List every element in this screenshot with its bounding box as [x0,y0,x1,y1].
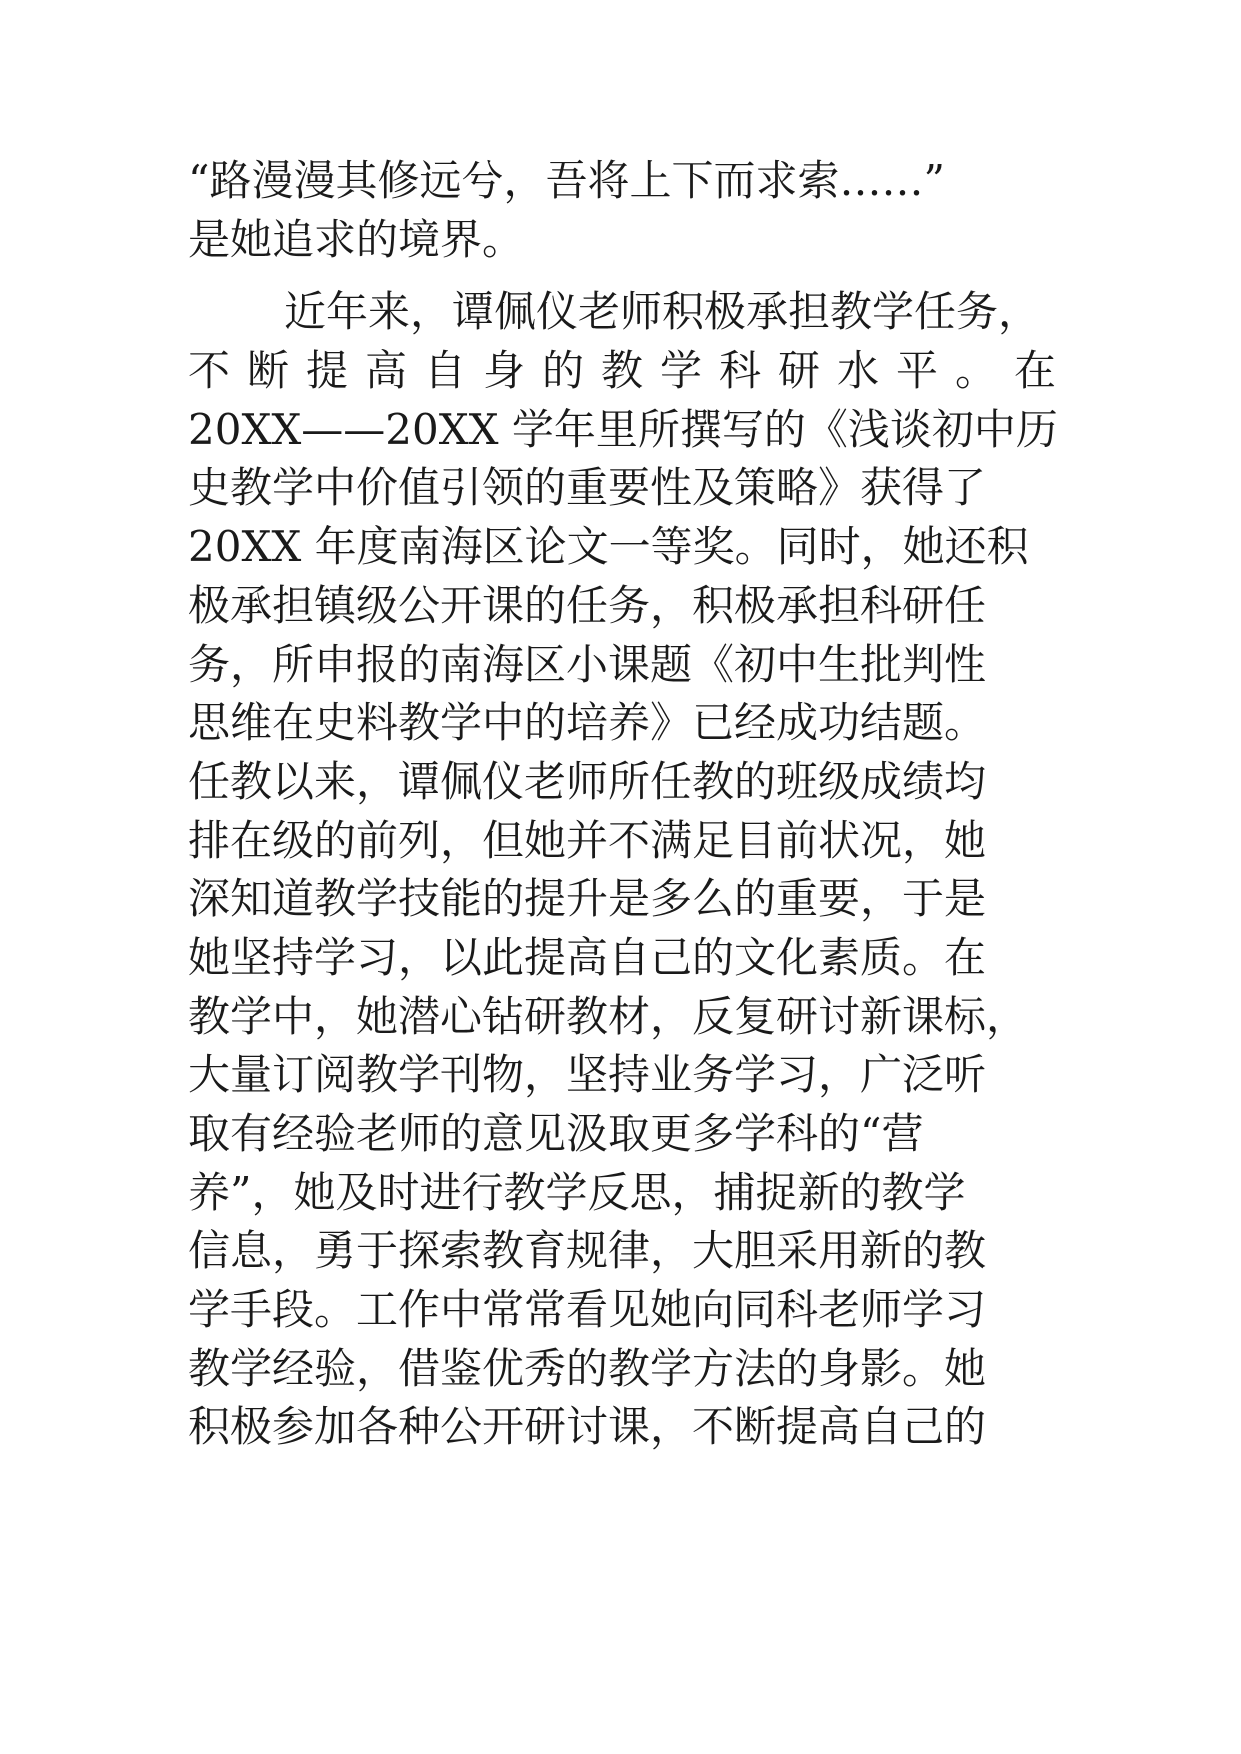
text-line: 她坚持学习，以此提高自己的文化素质。在 [188,932,987,982]
text-line: 是她追求的境界。 [188,214,525,264]
text-line: 务，所申报的南海区小课题《初中生批判性 [188,639,987,689]
text-line: 不断提高自身的教学科研水平。在 [188,346,1074,396]
text-line: 取有经验老师的意见汲取更多学科的“营 [188,1109,924,1158]
text-line: 史教学中价值引领的重要性及策略》获得了 [188,463,987,513]
text-line: 教学经验，借鉴优秀的教学方法的身影。她 [188,1343,987,1393]
text-line: 20XX 年度南海区论文一等奖。同时，她还积 [188,522,1029,572]
text-line: 近年来，谭佩仪老师积极承担教学任务， [284,287,1041,337]
text-line: 大量订阅教学刊物，坚持业务学习，广泛听 [188,1050,987,1100]
text-line: 20XX——20XX 学年里所撰写的《浅谈初中历 [188,404,1058,454]
paragraph-gap [188,269,1088,283]
body-text [188,152,1088,1457]
text-line: 排在级的前列，但她并不满足目前状况，她 [188,815,987,865]
text-line: 信息，勇于探索教育规律，大胆采用新的教 [188,1226,987,1276]
text-line: 任教以来，谭佩仪老师所任教的班级成绩均 [188,756,987,806]
text-line: 养”，她及时进行教学反思，捕捉新的教学 [188,1167,966,1217]
text-line: 思维在史料教学中的培养》已经成功结题。 [188,698,987,748]
text-line: 教学中，她潜心钻研教材，反复研讨新课标， [188,991,1029,1041]
text-line: 极承担镇级公开课的任务，积极承担科研任 [188,580,987,630]
text-line: “路漫漫其修远兮，吾将上下而求索……” [188,156,945,205]
text-line: 学手段。工作中常常看见她向同科老师学习 [188,1285,987,1335]
text-line: 积极参加各种公开研讨课，不断提高自己的 [188,1402,987,1452]
text-line: 深知道教学技能的提升是多么的重要，于是 [188,874,987,924]
